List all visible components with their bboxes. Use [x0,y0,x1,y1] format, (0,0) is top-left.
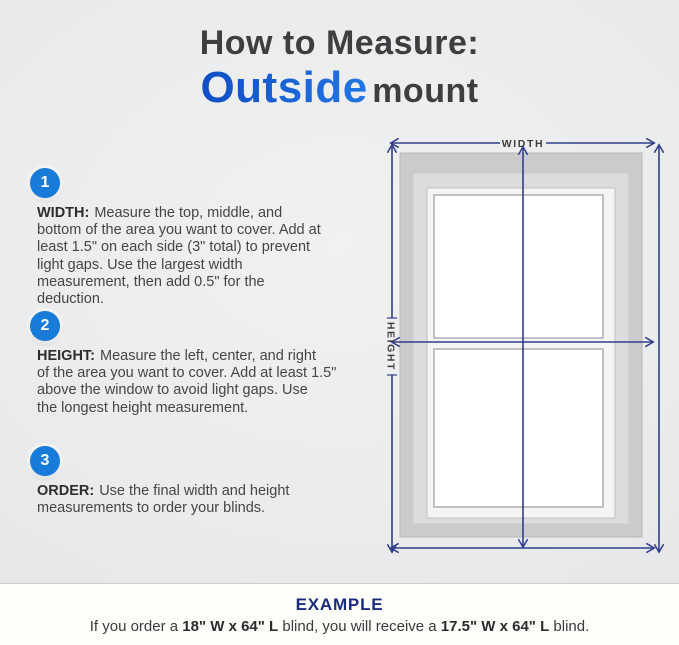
width-label: WIDTH [501,138,545,150]
window-pane-bottom [434,349,603,507]
step-1-line-1: Measure the top, middle, and [94,205,283,221]
title-line2 [0,64,679,122]
step-1-text [30,205,390,308]
step-1 [30,168,390,308]
step-3-line-1: Use the final width and height [99,483,290,499]
step-2-line-2: of the area you want to cover. Add at least 1.5" [37,365,337,382]
step-2-line-1: Measure the left, center, and right [100,348,317,364]
title-suffix-mount: mount [372,72,479,110]
step-3-line-2: measurements to order your blinds. [37,500,266,517]
example-prefix: If you order a [89,618,183,635]
step-2-label: HEIGHT: [37,348,95,364]
step-1-line-4: light gaps. Use the largest width [37,256,243,273]
title-line1: How to Measure: [199,24,480,62]
height-label: HEIGHT [384,321,397,372]
step-3-number-badge [30,446,60,476]
example-heading: EXAMPLE [295,595,384,614]
step-1-label: WIDTH: [37,205,90,221]
step-2 [30,311,390,417]
step-2-number-badge [30,311,60,341]
page-title [0,22,679,122]
window-measurement-diagram [375,130,675,575]
step-1-line-5: measurement, then add 0.5" for the [37,273,265,290]
step-2-text [30,348,390,417]
step-1-number-badge [30,168,60,198]
example-size-ordered: 18" W x 64" L [182,618,279,635]
step-1-line-2: bottom of the area you want to cover. Add at [37,222,321,239]
window-pane-top [434,195,603,338]
step-2-line-3: above the window to avoid light gaps. Use [37,382,308,399]
example-sentence [0,618,679,635]
step-2-number: 2 [40,317,50,334]
step-3-text [30,483,390,517]
example-section [0,583,679,645]
step-3-number: 3 [40,452,50,469]
example-suffix: blind. [549,618,590,635]
example-size-received: 17.5" W x 64" L [440,618,550,635]
step-1-line-3: least 1.5" on each side (3" total) to prevent [37,239,311,256]
step-2-line-4: the longest height measurement. [37,399,249,416]
step-1-line-6: deduction. [37,291,104,308]
title-accent-outside: Outside [200,63,368,112]
step-1-number: 1 [40,174,50,191]
step-3 [30,446,390,517]
example-middle: blind, you will receive a [278,618,441,635]
step-3-label: ORDER: [37,483,95,499]
window-illustration [400,153,642,537]
